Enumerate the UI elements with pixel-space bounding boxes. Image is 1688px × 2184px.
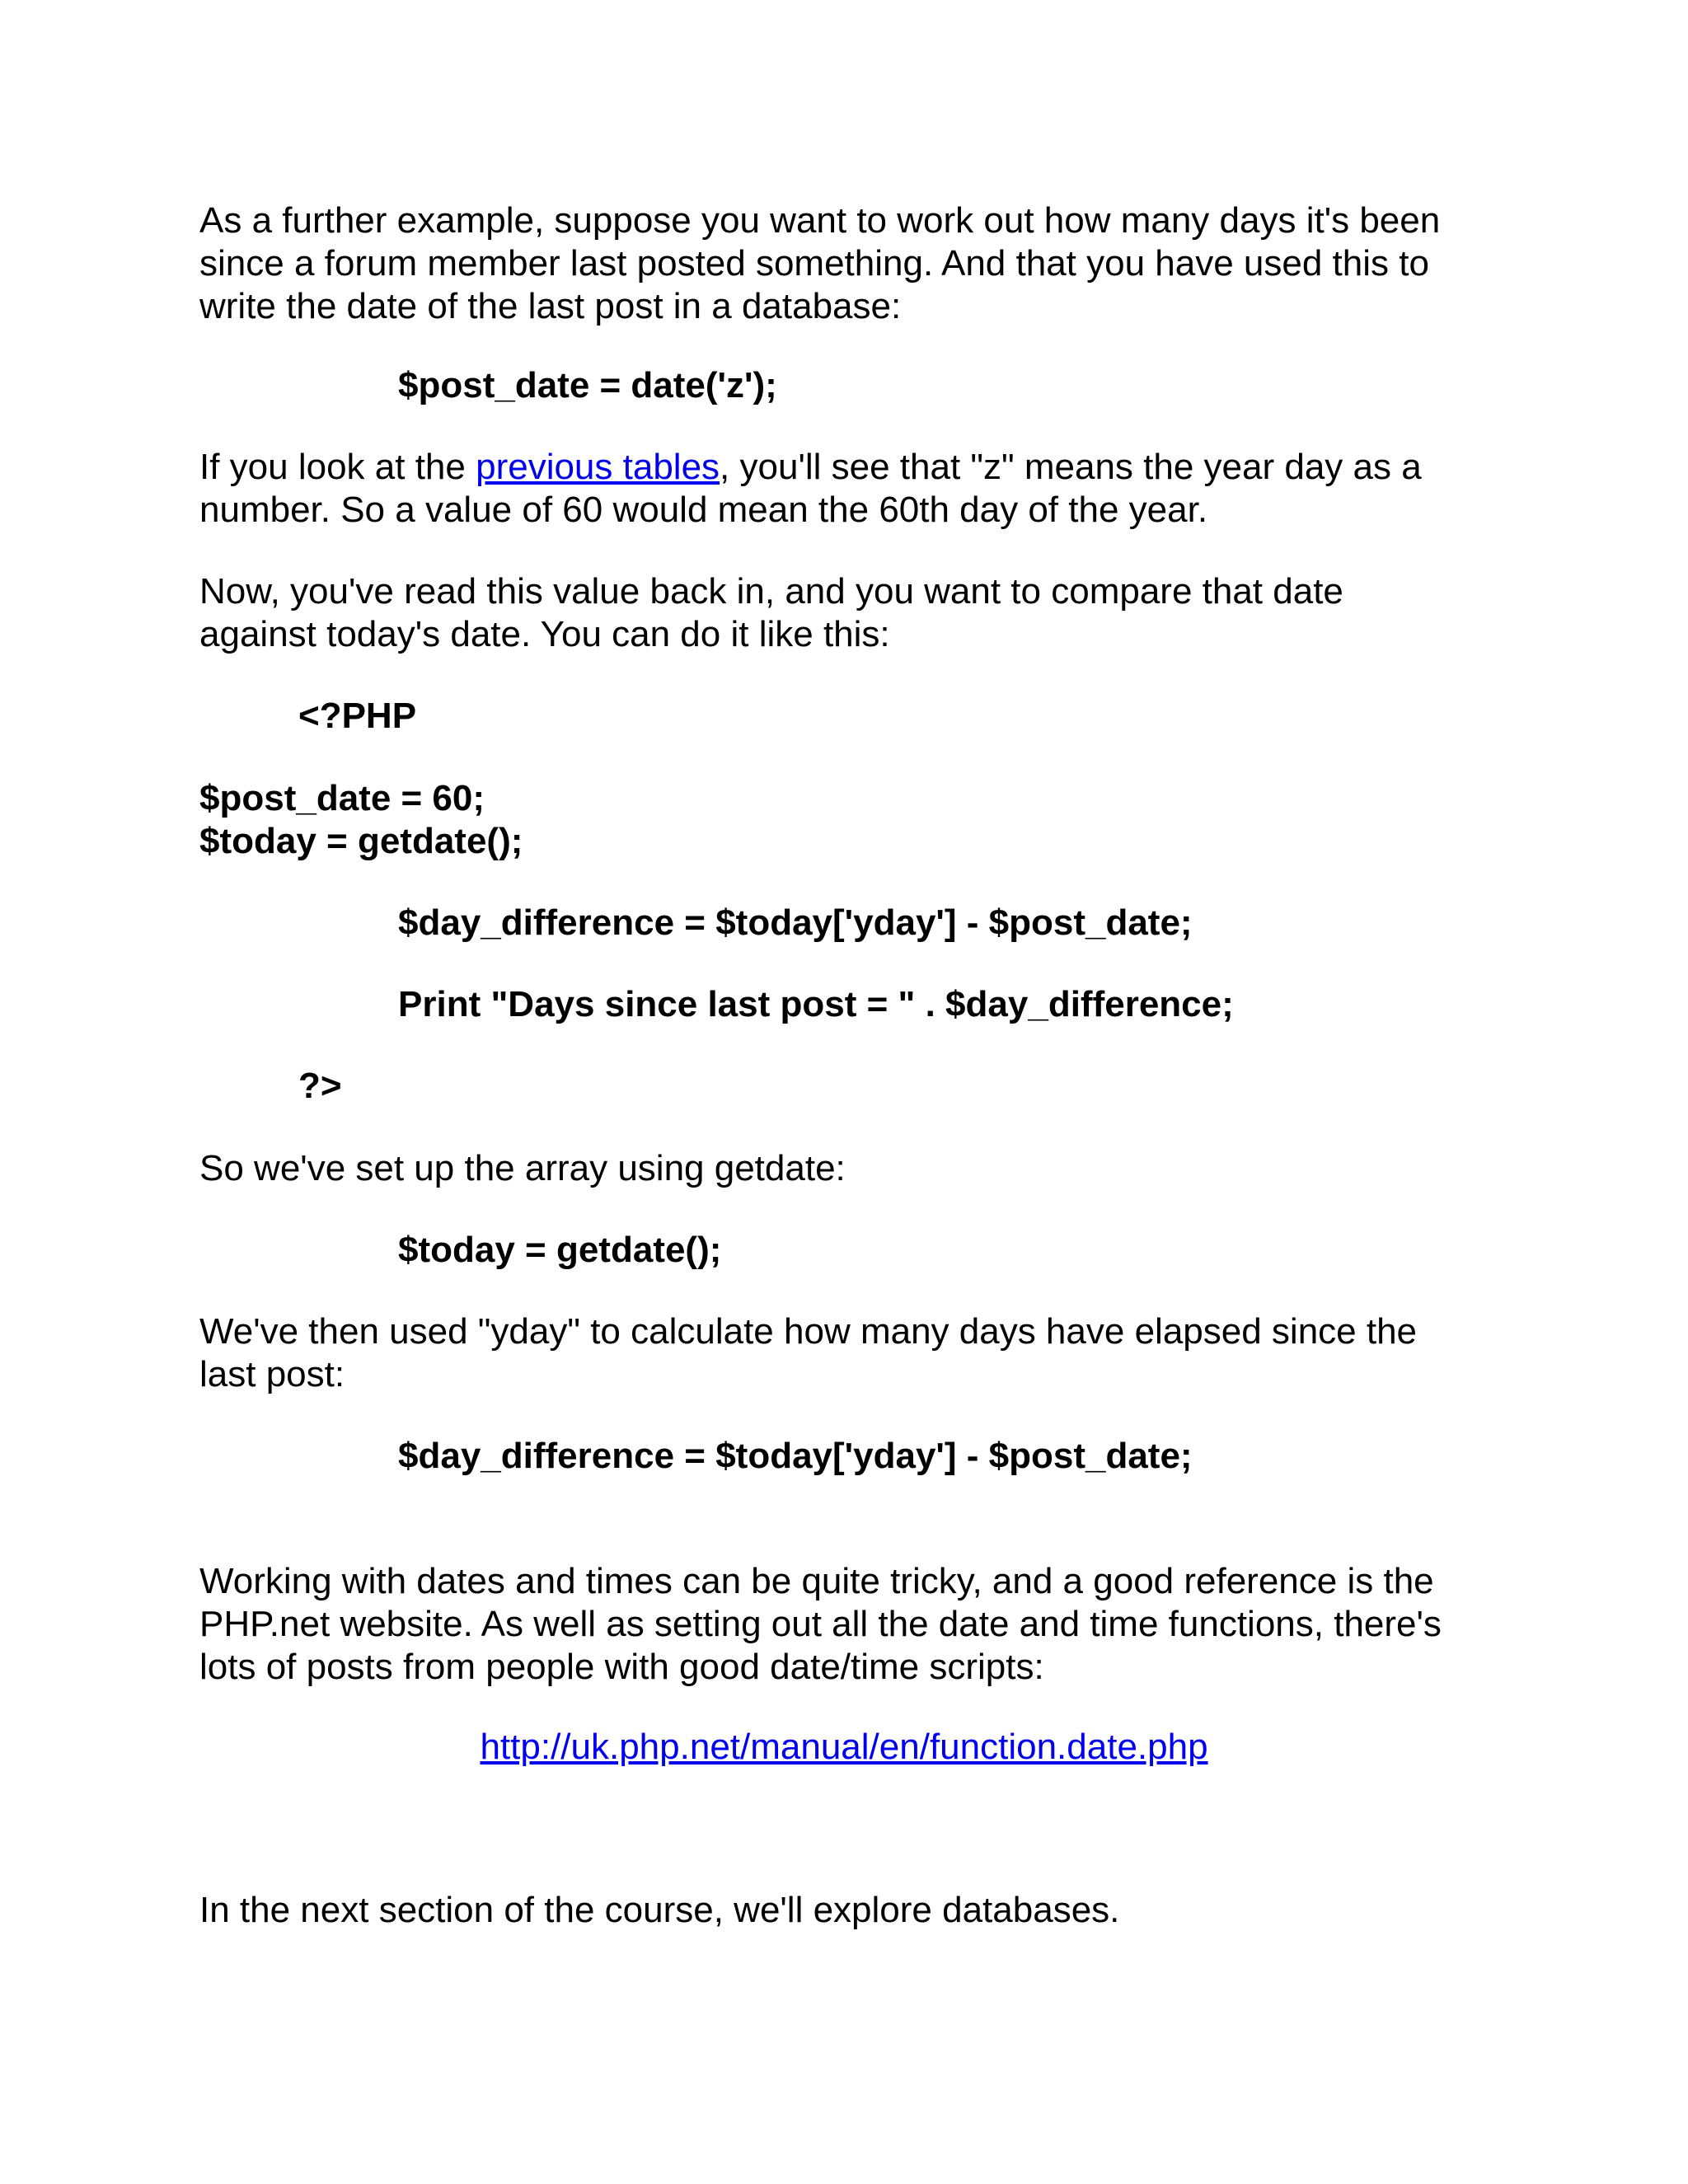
reference-line-3: lots of posts from people with good date/time scripts: <box>199 1647 1044 1687</box>
yday-line-1: We've then used "yday" to calculate how many days have elapsed since the <box>199 1311 1418 1352</box>
compare-line-2: against today's date. You can do it like this: <box>199 614 890 654</box>
code-block-assignments <box>199 777 523 863</box>
reference-line-1: Working with dates and times can be quite tricky, and a good reference is the <box>199 1561 1434 1601</box>
yday-paragraph <box>199 1310 1417 1396</box>
code-day-difference: $day_difference = $today['yday'] - $post_date; <box>398 902 1193 943</box>
previous-tables-link[interactable]: previous tables <box>476 447 720 487</box>
reference-link-line <box>0 1726 1688 1769</box>
closing-paragraph: In the next section of the course, we'll explore databases. <box>199 1890 1120 1930</box>
intro-line-1: As a further example, suppose you want to work out how many days it's been <box>199 200 1441 241</box>
php-manual-link[interactable]: http://uk.php.net/manual/en/function.date.php <box>480 1727 1208 1767</box>
reference-paragraph <box>199 1560 1442 1689</box>
intro-line-2: since a forum member last posted something. And that you have used this to <box>199 243 1429 284</box>
code-today-assign: $today = getdate(); <box>199 821 523 861</box>
php-close-tag: ?> <box>298 1066 342 1106</box>
intro-line-3: write the date of the last post in a database: <box>199 286 902 326</box>
code-print-statement: Print "Days since last post = " . $day_difference; <box>398 984 1234 1024</box>
compare-line-1: Now, you've read this value back in, and you want to compare that date <box>199 571 1343 612</box>
php-open-tag: <?PHP <box>298 696 417 736</box>
code-post-date-assign: $post_date = 60; <box>199 778 485 818</box>
tables-paragraph <box>199 446 1422 532</box>
compare-paragraph <box>199 570 1343 656</box>
code-difference-repeat: $day_difference = $today['yday'] - $post_date; <box>398 1436 1193 1476</box>
reference-line-2: PHP.net website. As well as setting out all the date and time functions, there's <box>199 1604 1442 1644</box>
tables-text-after: , you'll see that "z" means the year day as a <box>720 447 1422 487</box>
code-today: $today = getdate(); <box>398 1230 722 1270</box>
tables-text-before: If you look at the <box>199 447 476 487</box>
intro-paragraph <box>199 199 1440 328</box>
code-post-date: $post_date = date('z'); <box>398 365 777 405</box>
array-paragraph: So we've set up the array using getdate: <box>199 1148 846 1188</box>
yday-line-2: last post: <box>199 1354 345 1394</box>
tables-line-2: number. So a value of 60 would mean the 60th day of the year. <box>199 490 1208 530</box>
